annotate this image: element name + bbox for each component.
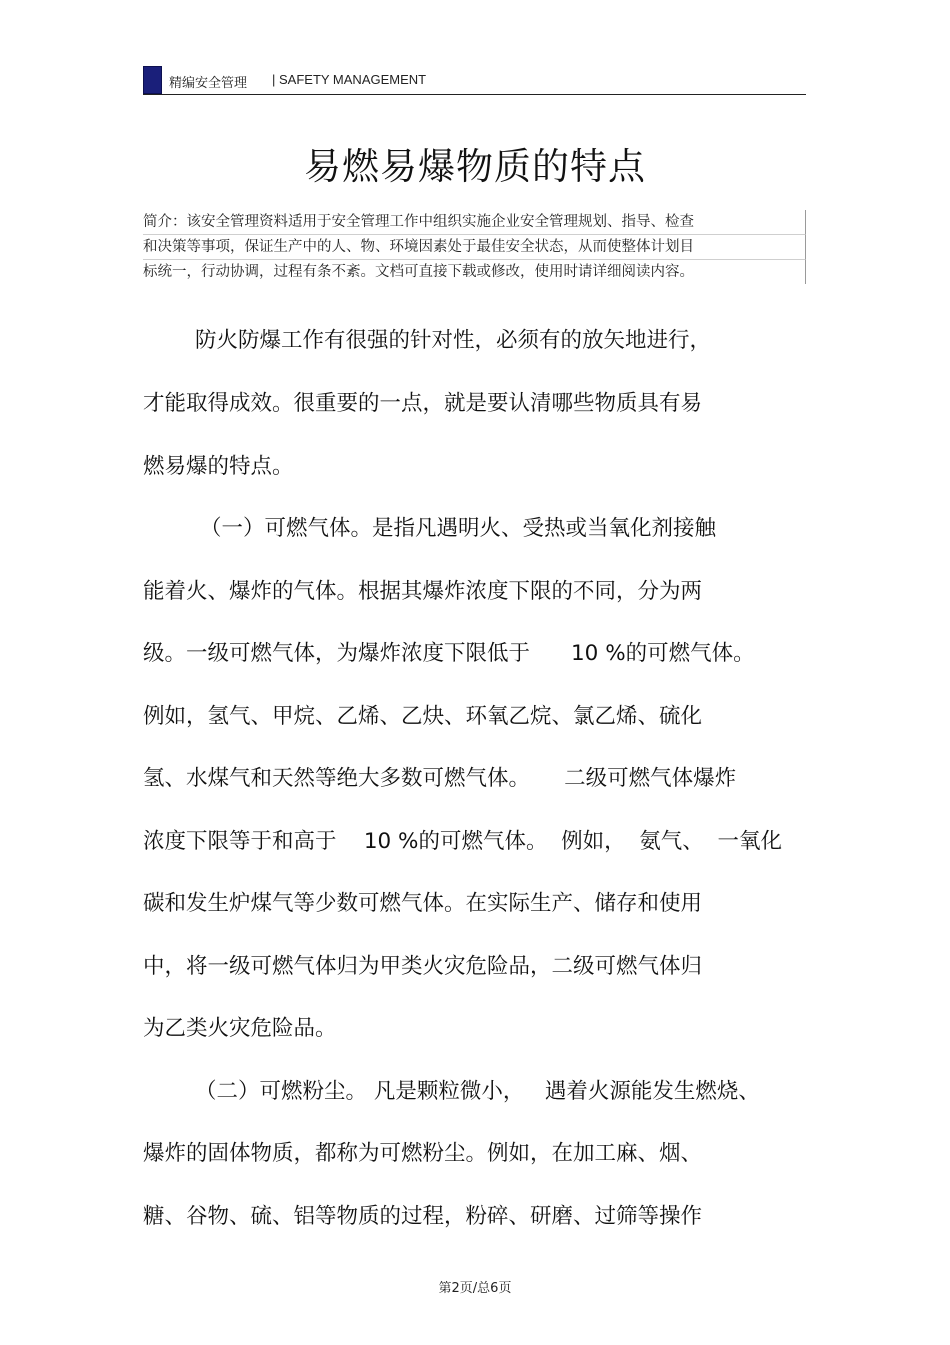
document-title: 易燃易爆物质的特点 [304,145,646,188]
intro-line: 和决策等事项，保证生产中的人、物、环境因素处于最佳安全状态，从而使整体计划目 [143,235,806,260]
body-line: （二）可燃粉尘。 凡是颗粒微小， 遇着火源能发生燃烧、 [195,1079,760,1104]
body-line: 中，将一级可燃气体归为甲类火灾危险品，二级可燃气体归 [143,954,703,979]
body-line: 氢、水煤气和天然等绝大多数可燃气体。 二级可燃气体爆炸 [143,766,737,791]
intro-box [143,210,806,284]
body-line: 糖、谷物、硫、铝等物质的过程，粉碎、研磨、过筛等操作 [143,1204,703,1229]
body-line: 防火防爆工作有很强的针对性，必须有的放矢地进行， [195,328,712,353]
body-line: 例如，氢气、甲烷、乙烯、乙炔、环氧乙烷、氯乙烯、硫化 [143,704,703,729]
header-brand: 精编安全管理 [169,76,248,91]
body-line: 级。一级可燃气体，为爆炸浓度下限低于 10 %的可燃气体。 [143,641,755,666]
intro-line: 标统一，行动协调，过程有条不紊。文档可直接下载或修改，使用时请详细阅读内容。 [143,260,806,284]
body-line: 为乙类火灾危险品。 [143,1016,337,1041]
body-line: 能着火、爆炸的气体。根据其爆炸浓度下限的不同，分为两 [143,579,703,604]
intro-line: 简介：该安全管理资料适用于安全管理工作中组织实施企业安全管理规划、指导、检查 [143,210,806,235]
document-logo-icon [143,66,162,94]
body-line: 爆炸的固体物质，都称为可燃粉尘。例如，在加工麻、烟、 [143,1141,703,1166]
page-header [143,66,806,95]
body-line: 碳和发生炉煤气等少数可燃气体。在实际生产、储存和使用 [143,891,703,916]
body-line: 燃易爆的特点。 [143,454,294,479]
page-number: 第2页/总6页 [438,1281,512,1296]
body-line: 浓度下限等于和高于 10 %的可燃气体。 例如， 氨气、 一氧化 [143,829,782,854]
body-line: 才能取得成效。很重要的一点，就是要认清哪些物质具有易 [143,391,703,416]
body-line: （一）可燃气体。是指凡遇明火、受热或当氧化剂接触 [200,516,717,541]
header-subtitle: | SAFETY MANAGEMENT [272,72,427,87]
